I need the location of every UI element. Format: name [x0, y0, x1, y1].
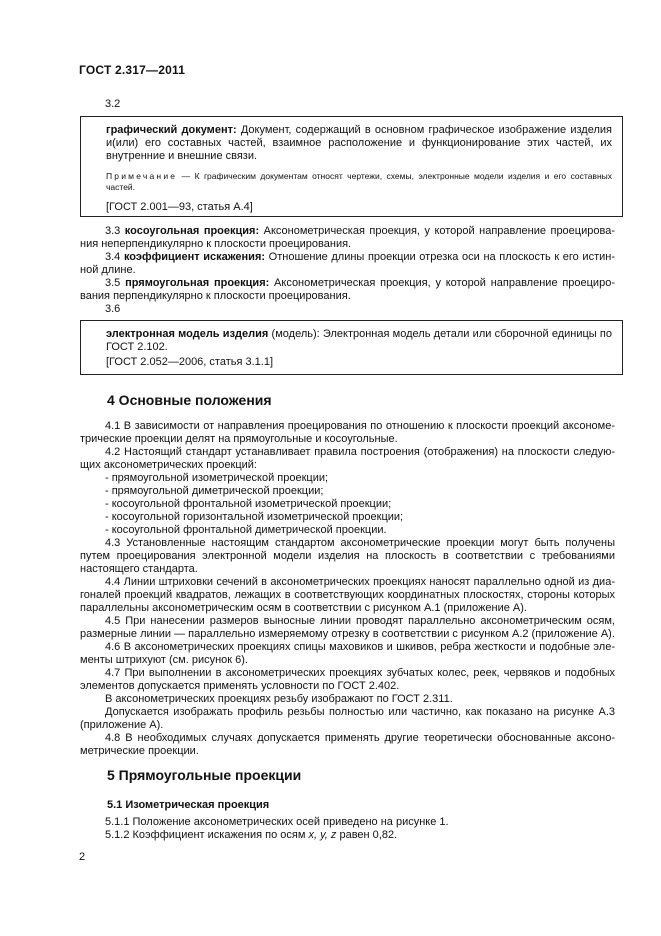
para-5-1-2: 5.1.2 Коэффициент искажения по осям x, y, z равен 0,82. — [105, 829, 398, 841]
list-item: - косоугольной горизонтальной изометрической проекции; — [105, 511, 404, 523]
para-4-1: 4.1 В зависимости от направления проецирования по отношению к плоскости проекций аксонометрические проекции делят на прямоугольные и косоугольные. — [80, 420, 615, 445]
term-3-2-definition: графический документ: Документ, содержащий в основном графическое изображение изделия и(или) его составных частей, взаимное расположение и функционирование этих частей, их внутренние и внешние связи. — [106, 124, 612, 162]
para-4-4: 4.4 Линии штриховки сечений в аксонометрических проекциях наносят параллельно одной из диагоналей проекций квадратов, лежащих в соответствующих координатных плоскостях, стороны которых параллельны аксонометрическим осям в соответствии с рисунком А.1 (приложение А). — [80, 576, 615, 614]
note-label: Примечание — [106, 171, 178, 181]
para-4-6: 4.6 В аксонометрических проекциях спицы маховиков и шкивов, ребра жесткости и подобные элементы штрихуют (см. рисунок 6). — [80, 641, 615, 666]
para-4-3: 4.3 Установленные настоящим стандартом аксонометрические проекции могут быть получены путем проецирования электронной модели изделия на плоскость в соответствии с требованиями настоящего стандарта. — [80, 537, 615, 575]
term-3-5: 3.5 прямоугольная проекция: Аксонометрическая проекция, у которой направление проецирования перпендикулярно к плоскости проецирования. — [80, 277, 615, 302]
list-item: - прямоугольной изометрической проекции; — [105, 472, 329, 484]
para-4-8: 4.8 В необходимых случаях допускается применять другие теоретически обоснованные аксонометрические проекции. — [80, 732, 615, 757]
para-4-5: 4.5 При нанесении размеров выносные линии проводят параллельно аксонометрическим осям, размерные линии — параллельно измеряемому отрезку в соответствии с рисунком А.2 (приложение А). — [80, 615, 615, 640]
para-5-1-1: 5.1.1 Положение аксонометрических осей приведено на рисунке 1. — [105, 816, 449, 828]
section-4-title: 4 Основные положения — [107, 392, 272, 408]
list-item: - косоугольной фронтальной изометрической проекции; — [105, 498, 392, 510]
para-4-7-profile: Допускается изображать профиль резьбы полностью или частично, как показано на рисунке А.3 (приложение А). — [80, 706, 615, 731]
page-number: 2 — [79, 851, 86, 863]
list-item: - прямоугольной диметрической проекции; — [105, 485, 324, 497]
list-item: - косоугольной фронтальной диметрической проекции. — [105, 524, 387, 536]
term-3-4: 3.4 коэффициент искажения: Отношение длины проекции отрезка оси на плоскость к его истинной длине. — [80, 251, 615, 276]
para-4-7-thread: В аксонометрических проекциях резьбу изображают по ГОСТ 2.311. — [105, 693, 453, 705]
term-3-2-box — [80, 116, 623, 217]
term-3-6-definition: электронная модель изделия (модель): Электронная модель детали или сборочной единицы по ГОСТ 2.102. — [106, 328, 613, 353]
term-3-2-term: графический документ: — [106, 124, 237, 136]
para-4-2: 4.2 Настоящий стандарт устанавливает правила построения (отображения) на плоскости следующих аксонометрических проекций: — [80, 446, 615, 471]
page-header: ГОСТ 2.317—2011 — [79, 63, 186, 77]
axes-names: x, y, z — [308, 829, 337, 841]
term-3-2-note: Примечание — К графическим документам относят чертежи, схемы, электронные модели изделия и его составных частей. — [106, 171, 612, 192]
term-3-2-reference: [ГОСТ 2.001—93, статья А.4] — [106, 201, 253, 213]
subsection-5-1-title: 5.1 Изометрическая проекция — [107, 799, 270, 811]
term-3-6-reference: [ГОСТ 2.052—2006, статья 3.1.1] — [106, 356, 274, 368]
para-4-7: 4.7 При выполнении в аксонометрических проекциях зубчатых колес, реек, червяков и подобных элементов допускается применять условности по ГОСТ 2.402. — [80, 667, 615, 692]
term-3-3: 3.3 косоугольная проекция: Аксонометрическая проекция, у которой направление проецирования неперпендикулярно к плоскости проецирования. — [80, 225, 615, 250]
term-3-6-number: 3.6 — [105, 303, 121, 315]
term-3-6-box — [80, 320, 623, 375]
term-3-2-number: 3.2 — [105, 98, 121, 110]
section-5-title: 5 Прямоугольные проекции — [107, 767, 302, 783]
